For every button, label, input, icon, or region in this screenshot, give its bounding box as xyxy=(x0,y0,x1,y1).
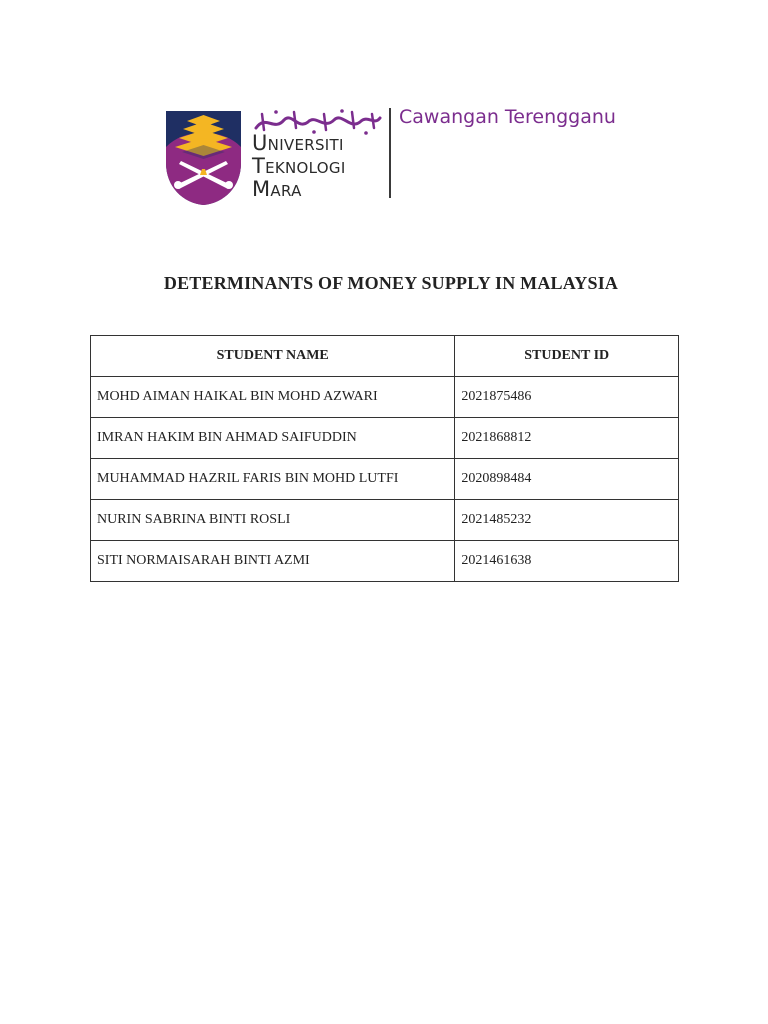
uitm-crest-icon xyxy=(166,111,241,205)
table-header-row xyxy=(91,336,679,377)
header-student-name: STUDENT NAME xyxy=(91,336,455,377)
student-name-cell: MUHAMMAD HAZRIL FARIS BIN MOHD LUTFI xyxy=(91,459,455,500)
table-row xyxy=(91,377,679,418)
header-student-id: STUDENT ID xyxy=(455,336,679,377)
student-id-cell: 2021875486 xyxy=(455,377,679,418)
university-logo xyxy=(166,104,616,204)
table-row xyxy=(91,500,679,541)
student-table xyxy=(90,335,679,582)
university-name-line: Universiti xyxy=(252,131,344,155)
table-row xyxy=(91,459,679,500)
student-name-cell: MOHD AIMAN HAIKAL BIN MOHD AZWARI xyxy=(91,377,455,418)
university-name-line: Teknologi xyxy=(252,154,346,178)
student-name-cell: NURIN SABRINA BINTI ROSLI xyxy=(91,500,455,541)
logo-divider xyxy=(389,108,391,198)
campus-name: Cawangan Terengganu xyxy=(399,106,616,128)
student-id-cell: 2020898484 xyxy=(455,459,679,500)
university-name-line: Mara xyxy=(252,177,302,201)
student-name-cell: IMRAN HAKIM BIN AHMAD SAIFUDDIN xyxy=(91,418,455,459)
table-row xyxy=(91,418,679,459)
university-name xyxy=(252,132,346,201)
student-name-cell: SITI NORMAISARAH BINTI AZMI xyxy=(91,541,455,582)
student-id-cell: 2021485232 xyxy=(455,500,679,541)
student-id-cell: 2021868812 xyxy=(455,418,679,459)
table-row xyxy=(91,541,679,582)
document-title: DETERMINANTS OF MONEY SUPPLY IN MALAYSIA xyxy=(163,273,619,293)
student-id-cell: 2021461638 xyxy=(455,541,679,582)
